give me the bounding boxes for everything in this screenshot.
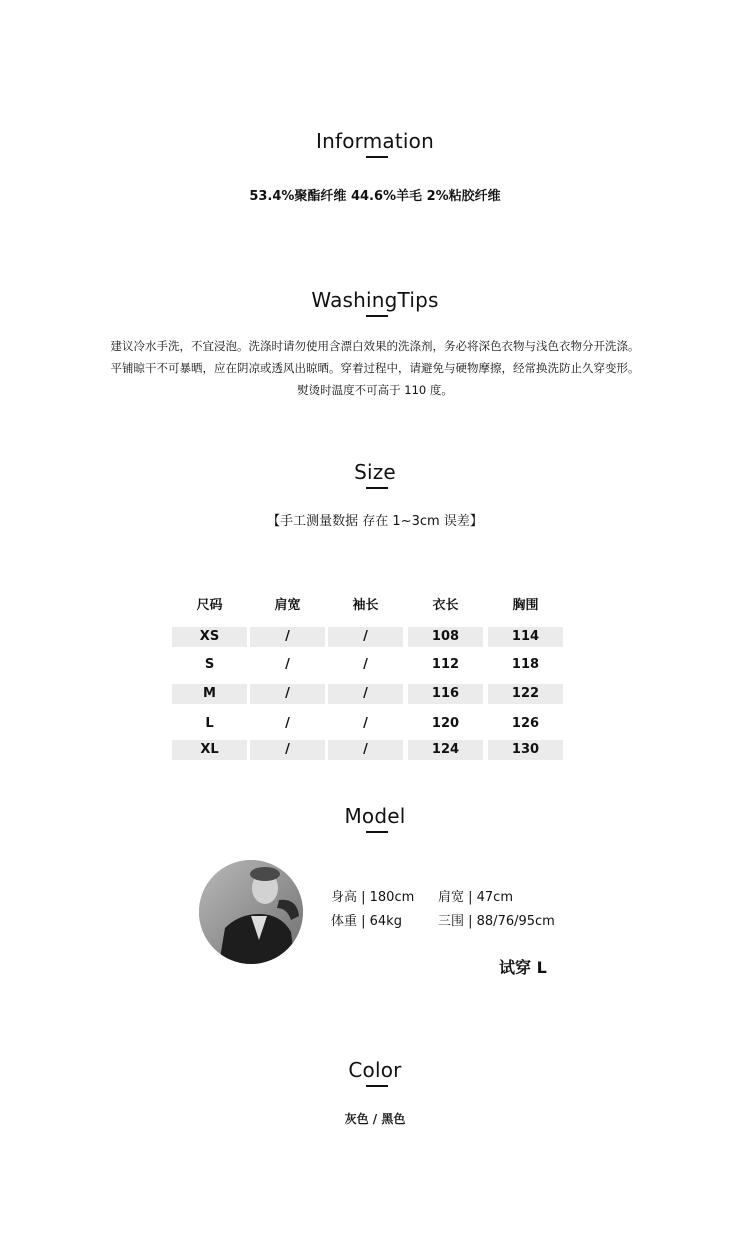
model-measurements: 三围 | 88/76/95cm (438, 914, 555, 929)
shoulder-header: 肩宽 (274, 598, 301, 613)
model-photo (199, 860, 303, 964)
information-underline (366, 156, 388, 158)
size-cell-size: M (172, 684, 247, 704)
size-underline (366, 487, 388, 489)
size-cell-chest: 130 (488, 740, 563, 760)
color-underline (366, 1085, 388, 1087)
model-underline (366, 831, 388, 833)
size-cell-sleeve: / (363, 716, 368, 731)
size-cell-size: XL (172, 740, 247, 760)
model-photo-image (199, 860, 303, 964)
size-header: 尺码 (196, 598, 223, 613)
washing-tips-text (0, 335, 750, 401)
size-note: 【手工测量数据 存在 1~3cm 误差】 (267, 514, 483, 529)
washing-tips-title: WashingTips (311, 288, 439, 312)
model-title: Model (344, 804, 406, 828)
chest-header: 胸围 (512, 598, 539, 613)
size-title: Size (354, 460, 396, 484)
size-cell-shoulder: / (285, 716, 290, 731)
size-cell-size: L (205, 716, 214, 731)
size-cell-size: XS (172, 627, 247, 647)
size-cell-sleeve: / (328, 627, 403, 647)
size-cell-size: S (204, 657, 215, 672)
information-title: Information (316, 129, 434, 153)
size-cell-chest: 126 (511, 716, 540, 731)
size-cell-shoulder: / (250, 684, 325, 704)
size-cell-length: 112 (431, 657, 460, 672)
size-cell-chest: 118 (511, 657, 540, 672)
size-cell-sleeve: / (328, 740, 403, 760)
size-cell-length: 120 (431, 716, 460, 731)
size-cell-shoulder: / (250, 740, 325, 760)
size-cell-length: 108 (408, 627, 483, 647)
washing-tips-underline (366, 315, 388, 317)
washing-line: 建议冷水手洗，不宜浸泡。洗涤时请勿使用含漂白效果的洗涤剂，务必将深色衣物与浅色衣物分开洗涤。 (110, 339, 640, 353)
length-header: 衣长 (432, 598, 459, 613)
size-cell-chest: 114 (488, 627, 563, 647)
size-cell-shoulder: / (250, 627, 325, 647)
size-cell-sleeve: / (363, 657, 368, 672)
try-on-size: 试穿 L (499, 958, 547, 977)
model-shoulder: 肩宽 | 47cm (438, 890, 513, 905)
color-title: Color (348, 1058, 402, 1082)
size-cell-shoulder: / (285, 657, 290, 672)
washing-line: 平铺晾干不可暴晒，应在阴凉或透风出晾晒。穿着过程中，请避免与硬物摩擦，经常换洗防止久穿变形。 (110, 361, 640, 375)
size-cell-chest: 122 (488, 684, 563, 704)
size-cell-length: 124 (408, 740, 483, 760)
model-weight: 体重 | 64kg (331, 914, 402, 929)
size-cell-sleeve: / (328, 684, 403, 704)
composition-text: 53.4%聚酯纤维 44.6%羊毛 2%粘胶纤维 (249, 189, 501, 204)
model-height: 身高 | 180cm (331, 890, 415, 905)
sleeve-header: 袖长 (352, 598, 379, 613)
washing-line: 熨烫时温度不可高于 110 度。 (297, 383, 453, 397)
size-cell-length: 116 (408, 684, 483, 704)
color-options: 灰色 / 黑色 (344, 1112, 406, 1126)
